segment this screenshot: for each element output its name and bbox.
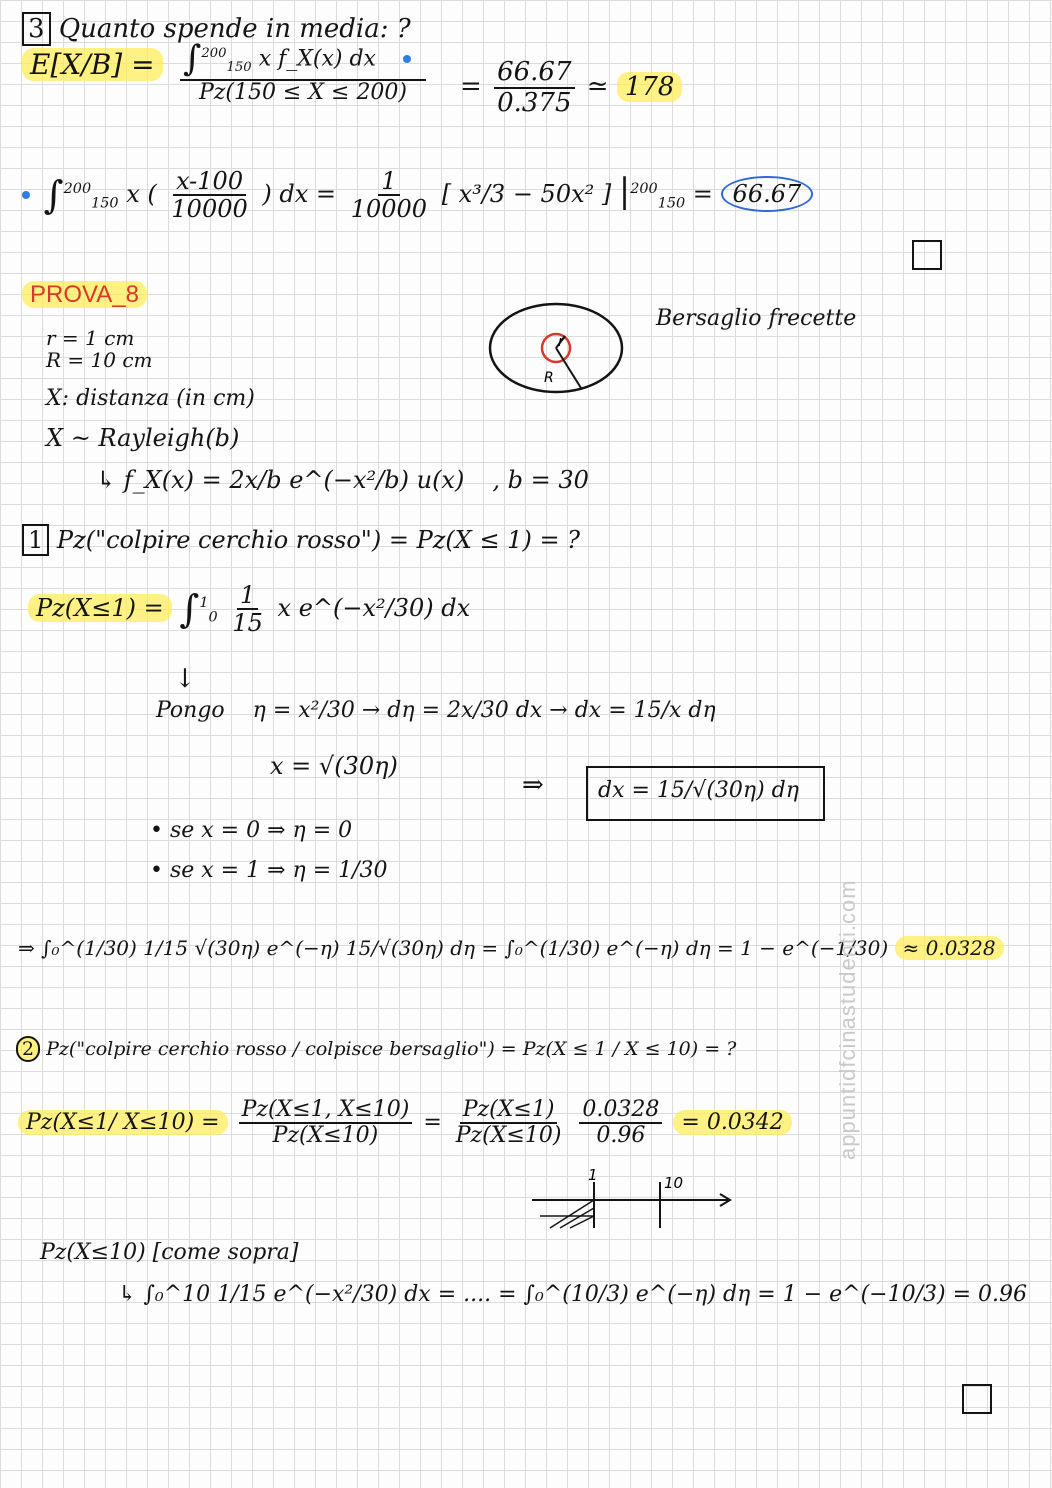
q2-sub-calc: ↳ ∫₀^10 1/15 e^(−x²/30) dx = .... = ∫₀^(10/3) e^(−η) dη = 1 − e^(−10/3) = 0.96 bbox=[118, 1282, 1027, 1307]
qed-icon-end bbox=[962, 1384, 992, 1414]
q1-integral: Pz(X≤1) = ∫$^1_0$ $\frac{1}{15}$ x e^(−x²/30) dx bbox=[28, 582, 470, 637]
section3-fraction: $\frac{\int^{200}_{150} x f\_X(x) dx}{Pz(150 \le X \le 200)}$ bbox=[176, 40, 430, 105]
q2-sub-title: Pz(X≤10) [come sopra] bbox=[40, 1240, 299, 1265]
target-label: Bersaglio frecette bbox=[656, 306, 857, 331]
q1-pongo: Pongo η = x²/30 → dη = 2x/30 dx → dx = 15/x dη bbox=[156, 698, 716, 723]
section3-denominator: Pz(150 ≤ X ≤ 200) bbox=[198, 79, 408, 105]
integral-result: 66.67 bbox=[721, 176, 814, 212]
number-line-diagram bbox=[530, 1160, 750, 1230]
prova-distribution: X ~ Rayleigh(b) bbox=[46, 424, 240, 452]
q2-final-result: = 0.0342 bbox=[673, 1110, 791, 1135]
prova-pdf: ↳ f_X(x) = 2x/b e^(−x²/b) u(x) , b = 30 bbox=[96, 466, 589, 494]
section3-expectation bbox=[22, 48, 163, 81]
q1-question: 1 Pz("colpire cerchio rosso") = Pz(X ≤ 1) = ? bbox=[22, 526, 580, 554]
section3-question: Quanto spende in media: ? bbox=[58, 14, 411, 44]
target-diagram bbox=[486, 300, 626, 400]
q1-bound2: • se x = 1 ⇒ η = 1/30 bbox=[150, 858, 388, 883]
q2-question: 2 Pz("colpire cerchio rosso / colpisce bersaglio") = Pz(X ≤ 1 / X ≤ 10) = ? bbox=[16, 1038, 736, 1060]
q1-implies: ⇒ bbox=[522, 770, 544, 800]
target-R-label: R bbox=[544, 370, 554, 386]
section3-lhs: E[X/B] = bbox=[22, 48, 163, 81]
section3-integrand: x f_X(x) dx bbox=[258, 46, 376, 72]
q1-boxed: dx = 15/√(30η) dη bbox=[586, 766, 825, 821]
q1-bound1: • se x = 0 ⇒ η = 0 bbox=[150, 818, 353, 843]
prova-r-small: r = 1 cm bbox=[46, 326, 135, 350]
q1-final: ⇒ ∫₀^(1/30) 1/15 √(30η) e^(−η) 15/√(30η) dη = ∫₀^(1/30) e^(−η) dη = 1 − e^(−1/30) ≈ 0.0328 bbox=[18, 936, 1004, 960]
section3-label: 3 bbox=[22, 12, 51, 46]
axis-label-1: 1 bbox=[588, 1166, 598, 1184]
section3-result: = $\frac{66.67}{0.375}$ ≃ 178 bbox=[460, 58, 682, 117]
qed-icon bbox=[912, 240, 942, 270]
watermark: appuntidfcinastudenti.com bbox=[835, 879, 860, 1160]
prova-x-def: X: distanza (in cm) bbox=[46, 386, 255, 411]
down-arrow-icon: ↓ bbox=[174, 664, 196, 694]
target-r-label: r bbox=[558, 334, 564, 350]
prova-title: PROVA_8 bbox=[22, 280, 147, 309]
q2-conditional: Pz(X≤1/ X≤10) = $\frac{Pz(X\le 1, X\le 10)}{Pz(X\le 10)}$ = $\frac{Pz(X\le 1)}{Pz(X\le 10)}$ $\frac{0.0328}{0.96}$ = 0.0342 bbox=[18, 1098, 792, 1148]
integral-line: ∫$^{200}_{150}$ x ( $\frac{x-100}{10000}$ ) dx = $\frac{1}{10000}$ [ x³/3 − 50x² ] $|^{200}_{150} = 66.67$ bbox=[22, 168, 813, 223]
axis-label-10: 10 bbox=[664, 1174, 684, 1192]
q1-final-result: ≈ 0.0328 bbox=[895, 936, 1004, 960]
q1-sub2: x = √(30η) bbox=[270, 752, 398, 780]
section3-final: 178 bbox=[617, 72, 683, 102]
prova-r-big: R = 10 cm bbox=[46, 348, 153, 372]
